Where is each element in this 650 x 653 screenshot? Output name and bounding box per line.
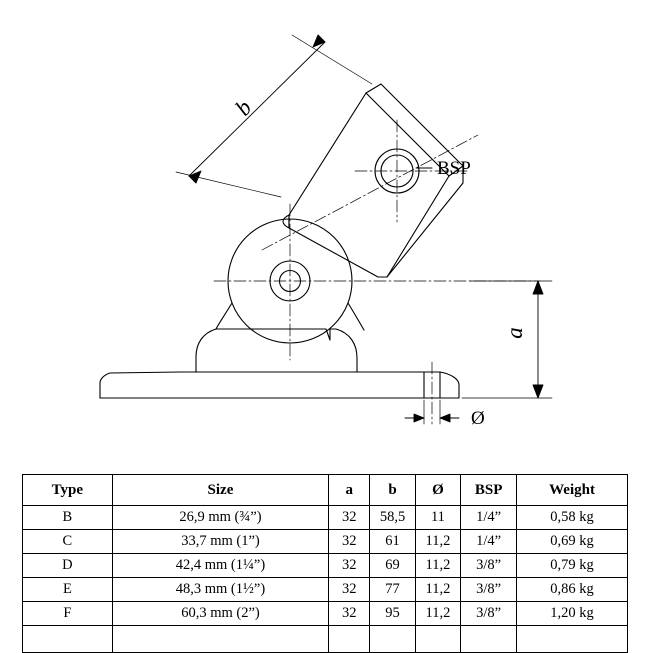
header-type: Type <box>23 475 113 506</box>
cell-type: D <box>23 554 113 578</box>
table-row <box>23 530 628 554</box>
cell-type: F <box>23 602 113 626</box>
socket-opening <box>283 215 289 228</box>
cell-a: 32 <box>329 530 370 554</box>
cell-size: 48,3 mm (1½”) <box>112 578 328 602</box>
header-diameter: Ø <box>415 475 460 506</box>
diameter-label: Ø <box>471 408 485 429</box>
header-a: a <box>329 475 370 506</box>
cell-diameter: 11,2 <box>415 554 460 578</box>
cell-weight: 0,58 kg <box>517 506 628 530</box>
cell-diameter: 11,2 <box>415 530 460 554</box>
cell-bsp: 1/4” <box>461 530 517 554</box>
bsp-label: BSP <box>437 158 471 179</box>
dimension-b <box>176 35 372 197</box>
table-row <box>23 602 628 626</box>
dimension-label-b: b <box>230 95 257 121</box>
cell-a: 32 <box>329 506 370 530</box>
cell-empty <box>23 626 113 653</box>
cell-weight: 0,79 kg <box>517 554 628 578</box>
cell-empty <box>329 626 370 653</box>
cell-diameter: 11,2 <box>415 602 460 626</box>
cell-weight: 0,69 kg <box>517 530 628 554</box>
header-weight: Weight <box>517 475 628 506</box>
cell-size: 33,7 mm (1”) <box>112 530 328 554</box>
cell-bsp: 3/8” <box>461 578 517 602</box>
cell-bsp: 3/8” <box>461 602 517 626</box>
cell-a: 32 <box>329 578 370 602</box>
header-size: Size <box>112 475 328 506</box>
cell-size: 60,3 mm (2”) <box>112 602 328 626</box>
cell-type: E <box>23 578 113 602</box>
cell-empty <box>461 626 517 653</box>
cell-diameter: 11 <box>415 506 460 530</box>
cell-b: 95 <box>370 602 415 626</box>
centre-lines <box>214 120 540 424</box>
cell-weight: 0,86 kg <box>517 578 628 602</box>
base-plate-detail <box>100 372 459 398</box>
cell-weight: 1,20 kg <box>517 602 628 626</box>
cell-b: 61 <box>370 530 415 554</box>
cell-empty <box>370 626 415 653</box>
cell-b: 77 <box>370 578 415 602</box>
cell-a: 32 <box>329 554 370 578</box>
tube-socket-body <box>289 84 463 277</box>
header-b: b <box>370 475 415 506</box>
cell-diameter: 11,2 <box>415 578 460 602</box>
cell-bsp: 1/4” <box>461 506 517 530</box>
table-row <box>23 554 628 578</box>
cell-size: 42,4 mm (1¼”) <box>112 554 328 578</box>
cell-empty <box>415 626 460 653</box>
cell-empty <box>112 626 328 653</box>
table-header-row <box>23 475 628 506</box>
dimension-a <box>462 281 552 398</box>
base-plate-outline <box>100 329 459 398</box>
table-row <box>23 506 628 530</box>
header-bsp: BSP <box>461 475 517 506</box>
cell-b: 58,5 <box>370 506 415 530</box>
table-row <box>23 578 628 602</box>
cell-bsp: 3/8” <box>461 554 517 578</box>
cell-b: 69 <box>370 554 415 578</box>
cell-a: 32 <box>329 602 370 626</box>
cell-type: B <box>23 506 113 530</box>
cell-type: C <box>23 530 113 554</box>
table-row-empty <box>23 626 628 653</box>
specification-table <box>22 474 628 653</box>
cell-size: 26,9 mm (¾”) <box>112 506 328 530</box>
cell-empty <box>517 626 628 653</box>
dimension-label-a: a <box>501 327 527 339</box>
